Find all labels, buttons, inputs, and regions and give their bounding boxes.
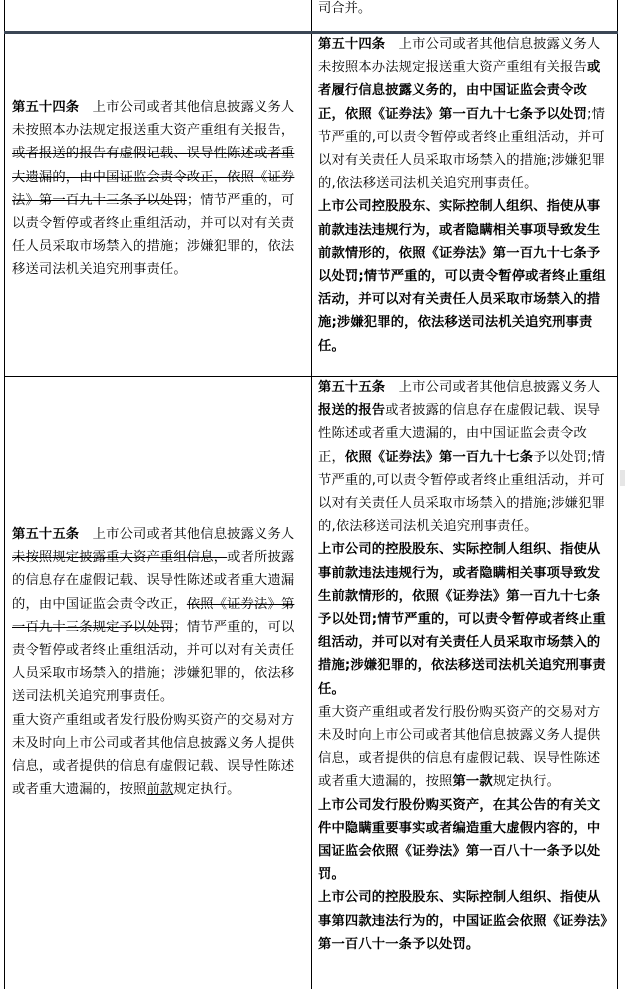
article-55-old-seg-1: 上市公司或者其他信息披露义务人 <box>79 527 295 542</box>
table-divider-middle <box>311 0 312 989</box>
article-54-new-seg-0: 第五十四条 <box>318 37 386 52</box>
article-55-new-seg-3: 或者披露的信息存在虚假记载、误导性陈述或者重大遗漏的，由中国证监会责令改正， <box>318 403 601 465</box>
article-54-old-para <box>12 96 304 282</box>
article-55-old-p2-seg-2: 规定执行。 <box>173 782 241 798</box>
article-54-old-seg-0: 第五十四条 <box>12 100 80 115</box>
article-55-new-p3-seg-1: 第一款 <box>452 774 493 790</box>
previous-row-fragment: 司合并。 <box>318 1 372 16</box>
article-54-new <box>318 33 612 358</box>
article-55-new-para-5: 上市公司的控股股东、实际控制人组织、指使从事第四款违法行为的，中国证监会依照《证券法》第一百八十一条予以处罚。 <box>318 890 608 952</box>
article-54-old-seg-3: ；情节严重的，可以责令暂停或者终止重组活动，并可以对有关责任人员采取市场禁入的措施；涉嫌犯罪的，依法移送司法机关追究刑事责任。 <box>12 192 295 278</box>
article-55-old-seg-3: 或者所披露的信息存在虚假记载、误导性陈述或者重大遗漏的，由中国证监会责令改正， <box>12 550 295 612</box>
article-55-new-para-1 <box>318 376 612 538</box>
article-55-new-seg-0: 第五十五条 <box>318 380 386 395</box>
article-55-old-seg-2-deleted: 未按照规定披露重大资产重组信息， <box>12 550 228 566</box>
article-55-old-p2-seg-1: 前款 <box>146 782 174 798</box>
article-55-new-para-2: 上市公司的控股股东、实际控制人组织、指使从事前款违法违规行为，或者隐瞒相关事项导致发生前款情形的，依照《证券法》第一百九十七条予以处罚;情节严重的，可以责令暂停或者终止重组活动，并可以对有关责任人员采取市场禁入的措施;涉嫌犯罪的，依法移送司法机关追究刑事责任。 <box>318 542 606 697</box>
scroll-marker <box>620 470 625 486</box>
article-54-old-seg-2-deleted: 或者报送的报告有虚假记载、误导性陈述或者重大遗漏的，由中国证监会责令改正，依照《证券法》第一百九十三条予以处罚 <box>12 146 295 208</box>
article-54-new-para-2: 上市公司控股股东、实际控制人组织、指使从事前款违法违规行为，或者隐瞒相关事项导致发生前款情形的，依照《证券法》第一百九十七条予以处罚;情节严重的，可以责令暂停或者终止重组活动，并可以对有关责任人员采取市场禁入的措施;涉嫌犯罪的，依法移送司法机关追究刑事责任。 <box>318 199 606 354</box>
article-55-new <box>318 376 612 956</box>
article-55-old-seg-0: 第五十五条 <box>12 527 80 542</box>
article-54-old-seg-1: 上市公司或者其他信息披露义务人未按照本办法规定报送重大资产重组有关报告， <box>12 100 295 139</box>
table-border-right <box>617 0 618 989</box>
article-55-new-para-4: 上市公司发行股份购买资产，在其公告的有关文件中隐瞒重要事实或者编造重大虚假内容的，中国证监会依照《证券法》第一百八十一条予以处罚。 <box>318 797 601 883</box>
article-54-new-para-1 <box>318 33 612 195</box>
article-55-new-p3-seg-0: 重大资产重组或者发行股份购买资产的交易对方未及时向上市公司或者其他信息披露义务人提供信息，或者提供的信息有虚假记载、误导性陈述或者重大遗漏的，按照 <box>318 704 601 790</box>
table-border-left <box>4 0 5 989</box>
article-55-old-p2-seg-0: 重大资产重组或者发行股份购买资产的交易对方未及时向上市公司或者其他信息披露义务人提供信息，或者提供的信息有虚假记载、误导性陈述或者重大遗漏的，按照 <box>12 712 295 798</box>
article-54-new-seg-3: ;情节严重的,可以责令暂停或者终止重组活动，并可以对有关责任人员采取市场禁入的措施;涉嫌犯罪的,依法移送司法机关追究刑事责任。 <box>318 106 606 192</box>
article-55-old-para-2 <box>12 709 304 802</box>
article-55-old-seg-4-deleted: 依照《证券法》第一百九十三条规定予以处罚 <box>12 596 295 635</box>
article-54-old <box>12 96 304 282</box>
article-55-old-para-1 <box>12 523 304 709</box>
article-54-new-seg-1: 上市公司或者其他信息披露义务人未按照本办法规定报送重大资产重组有关报告 <box>318 37 601 76</box>
article-55-new-seg-1: 上市公司或者其他信息披露义务人 <box>385 380 601 395</box>
article-55-old <box>12 523 304 801</box>
article-54-new-seg-2: 或者履行信息披露义务的，由中国证监会责令改正，依照《证券法》第一百九十七条予以处罚 <box>318 60 601 122</box>
article-55-new-p3-seg-2: 规定执行。 <box>492 774 561 790</box>
article-55-new-para-3 <box>318 701 612 794</box>
article-55-new-seg-2: 报送的报告 <box>318 403 386 419</box>
article-55-new-seg-5: 予以处罚;情节严重的,可以责令暂停或者终止重组活动，并可以对有关责任人员采取市场禁入的措施;涉嫌犯罪的,依法移送司法机关追究刑事责任。 <box>318 449 606 535</box>
article-55-new-seg-4: 依照《证券法》第一百九十七条 <box>344 449 534 465</box>
article-55-old-seg-5: ；情节严重的，可以责令暂停或者终止重组活动，并可以对有关责任人员采取市场禁入的措施；涉嫌犯罪的，依法移送司法机关追究刑事责任。 <box>12 619 295 705</box>
